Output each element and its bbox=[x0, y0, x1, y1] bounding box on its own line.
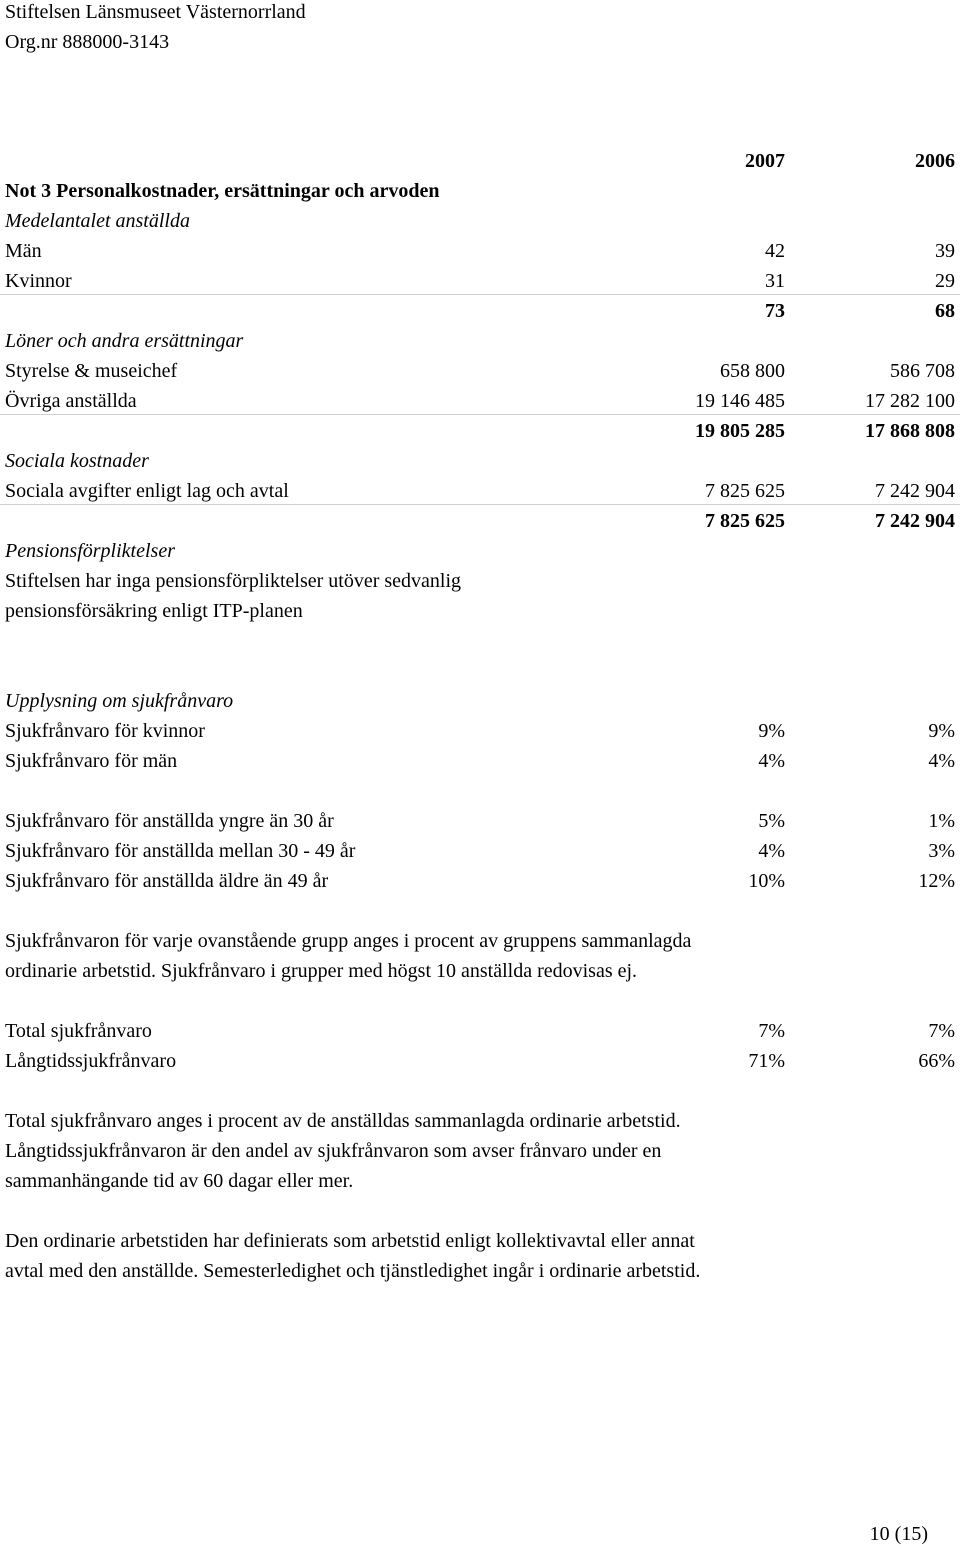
row-label: Övriga anställda bbox=[5, 390, 137, 412]
working-time-note-line-1: Den ordinarie arbetstiden har definierats som arbetstid enligt kollektivavtal eller annat bbox=[5, 1230, 695, 1252]
row-label: Sjukfrånvaro för anställda äldre än 49 år bbox=[5, 870, 329, 892]
value-2006: 7 242 904 bbox=[875, 480, 955, 502]
row-label: Sjukfrånvaro för män bbox=[5, 750, 178, 772]
group-note-line-1: Sjukfrånvaron för varje ovanstående grupp anges i procent av gruppens sammanlagda bbox=[5, 930, 692, 952]
table-row bbox=[0, 1049, 960, 1079]
value-2007: 19 146 485 bbox=[695, 390, 785, 412]
value-2006: 586 708 bbox=[890, 360, 955, 382]
total-row bbox=[0, 299, 960, 329]
table-row bbox=[0, 749, 960, 779]
sum-rule bbox=[0, 294, 960, 295]
year-header-row bbox=[0, 149, 960, 179]
definition-note-line-2: Långtidssjukfrånvaron är den andel av sjukfrånvaron som avser frånvaro under en bbox=[5, 1140, 662, 1162]
row-label: Män bbox=[5, 240, 42, 262]
year-2007-header: 2007 bbox=[745, 150, 785, 172]
value-2006: 7% bbox=[928, 1020, 955, 1042]
row-label: Sociala avgifter enligt lag och avtal bbox=[5, 480, 289, 502]
row-label: Kvinnor bbox=[5, 270, 72, 292]
row-label: Styrelse & museichef bbox=[5, 360, 178, 382]
value-2006: 4% bbox=[928, 750, 955, 772]
total-2006: 7 242 904 bbox=[875, 510, 955, 532]
value-2007: 10% bbox=[748, 870, 785, 892]
org-name: Stiftelsen Länsmuseet Västernorrland bbox=[5, 1, 306, 23]
value-2007: 42 bbox=[765, 240, 785, 262]
employees-heading: Medelantalet anställda bbox=[5, 210, 190, 232]
sick-leave-heading: Upplysning om sjukfrånvaro bbox=[5, 690, 234, 712]
value-2007: 5% bbox=[758, 810, 785, 832]
value-2006: 39 bbox=[935, 240, 955, 262]
value-2007: 4% bbox=[758, 840, 785, 862]
value-2006: 9% bbox=[928, 720, 955, 742]
row-label: Sjukfrånvaro för kvinnor bbox=[5, 720, 205, 742]
working-time-note-line-2: avtal med den anställde. Semesterledighet och tjänstledighet ingår i ordinarie arbetstid. bbox=[5, 1260, 701, 1282]
value-2007: 31 bbox=[765, 270, 785, 292]
total-2007: 73 bbox=[765, 300, 785, 322]
definition-note-line-3: sammanhängande tid av 60 dagar eller mer. bbox=[5, 1170, 354, 1192]
org-number: Org.nr 888000-3143 bbox=[5, 31, 170, 53]
social-heading: Sociala kostnader bbox=[5, 450, 149, 472]
total-2006: 17 868 808 bbox=[865, 420, 955, 442]
total-row bbox=[0, 509, 960, 539]
total-2007: 19 805 285 bbox=[695, 420, 785, 442]
value-2007: 7% bbox=[758, 1020, 785, 1042]
table-row bbox=[0, 719, 960, 749]
table-row bbox=[0, 1019, 960, 1049]
group-note-line-2: ordinarie arbetstid. Sjukfrånvaro i grupper med högst 10 anställda redovisas ej. bbox=[5, 960, 638, 982]
table-row bbox=[0, 869, 960, 899]
row-label: Sjukfrånvaro för anställda mellan 30 - 49 år bbox=[5, 840, 356, 862]
value-2006: 17 282 100 bbox=[865, 390, 955, 412]
note-title: Not 3 Personalkostnader, ersättningar och arvoden bbox=[5, 180, 440, 202]
pension-text-line-1: Stiftelsen har inga pensionsförpliktelser utöver sedvanlig bbox=[5, 570, 462, 592]
value-2006: 66% bbox=[918, 1050, 955, 1072]
value-2006: 1% bbox=[928, 810, 955, 832]
value-2007: 9% bbox=[758, 720, 785, 742]
value-2006: 29 bbox=[935, 270, 955, 292]
value-2007: 4% bbox=[758, 750, 785, 772]
value-2007: 658 800 bbox=[720, 360, 785, 382]
value-2007: 71% bbox=[748, 1050, 785, 1072]
table-row bbox=[0, 359, 960, 389]
value-2007: 7 825 625 bbox=[705, 480, 785, 502]
sum-rule bbox=[0, 504, 960, 505]
pension-text-line-2: pensionsförsäkring enligt ITP-planen bbox=[5, 600, 303, 622]
total-2006: 68 bbox=[935, 300, 955, 322]
salaries-heading: Löner och andra ersättningar bbox=[5, 330, 244, 352]
value-2006: 3% bbox=[928, 840, 955, 862]
value-2006: 12% bbox=[918, 870, 955, 892]
total-2007: 7 825 625 bbox=[705, 510, 785, 532]
pension-heading: Pensionsförpliktelser bbox=[5, 540, 175, 562]
page-number: 10 (15) bbox=[869, 1523, 928, 1545]
table-row bbox=[0, 239, 960, 269]
table-row bbox=[0, 839, 960, 869]
definition-note-line-1: Total sjukfrånvaro anges i procent av de anställdas sammanlagda ordinarie arbetstid. bbox=[5, 1110, 681, 1132]
sum-rule bbox=[0, 414, 960, 415]
row-label: Total sjukfrånvaro bbox=[5, 1020, 152, 1042]
row-label: Sjukfrånvaro för anställda yngre än 30 år bbox=[5, 810, 334, 832]
row-label: Långtidssjukfrånvaro bbox=[5, 1050, 177, 1072]
table-row bbox=[0, 809, 960, 839]
total-row bbox=[0, 419, 960, 449]
year-2006-header: 2006 bbox=[915, 150, 955, 172]
